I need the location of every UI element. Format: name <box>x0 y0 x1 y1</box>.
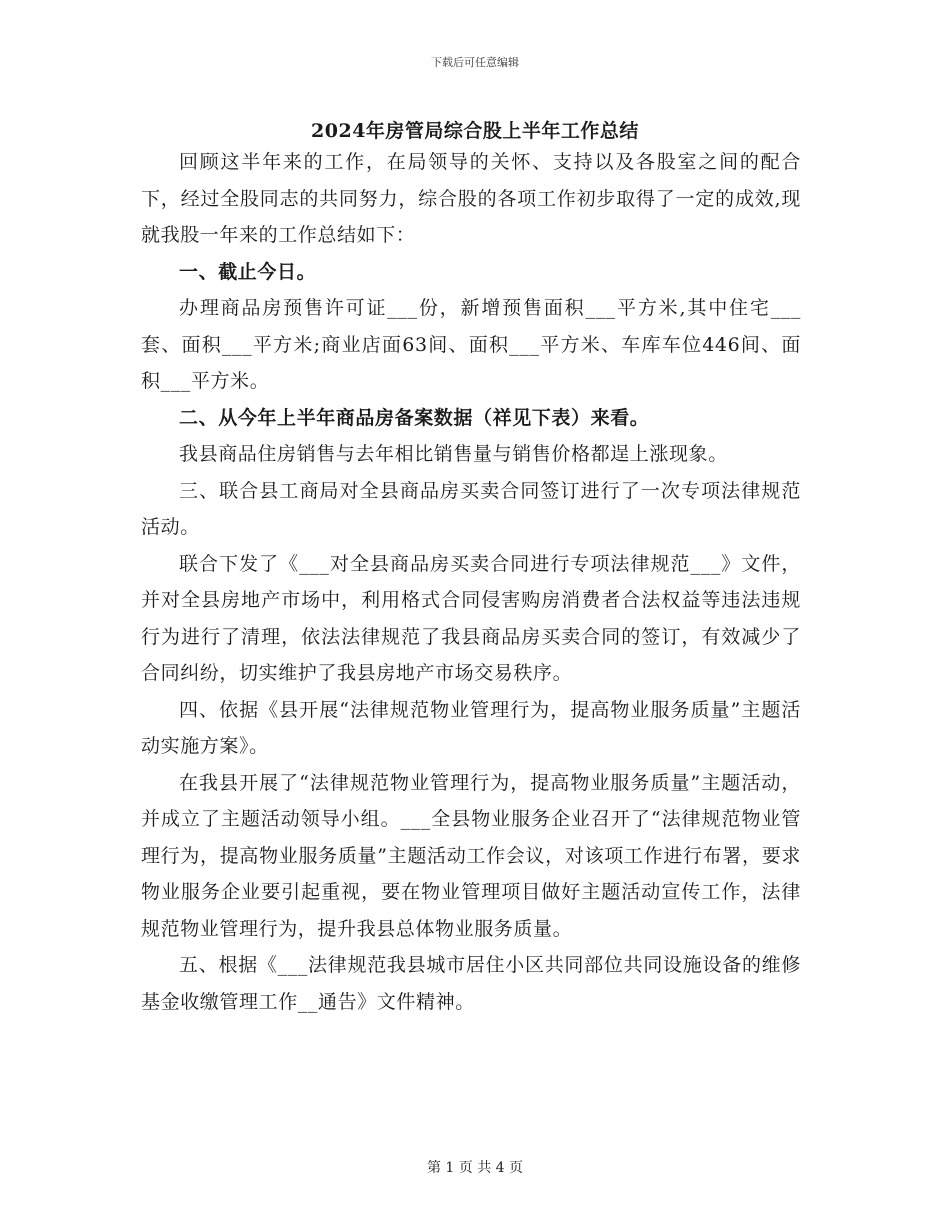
section-heading-1: 一、截止今日。 <box>179 260 317 283</box>
document-title: 2024年房管局综合股上半年工作总结 <box>311 120 639 142</box>
paragraph-property-management: 在我县开展了“法律规范物业管理行为，提高物业服务质量”主题活动，并成立了主题活动领导小组。___全县物业服务企业召开了“法律规范物业管理行为，提高物业服务质量”主题活动工作会议，对该项工作进行布署，要求物业服务企业要引起重视，要在物业管理项目做好主题活动宣传工作，法律规范物业管理行为，提升我县总体物业服务质量。 <box>141 771 801 940</box>
paragraph-contract-regulation: 联合下发了《___对全县商品房买卖合同进行专项法律规范___》文件，并对全县房地产市场中，利用格式合同侵害购房消费者合法权益等违法违规行为进行了清理，依法法律规范了我县商品房买卖合同的签订，有效减少了合同纠纷，切实维护了我县房地产市场交易秩序。 <box>141 552 801 684</box>
paragraph-intro: 回顾这半年来的工作，在局领导的关怀、支持以及各股室之间的配合下，经过全股同志的共同努力，综合股的各项工作初步取得了一定的成效,现就我股一年来的工作总结如下： <box>141 151 801 246</box>
section-heading-3: 三、联合县工商局对全县商品房买卖合同签订进行了一次专项法律规范活动。 <box>141 479 801 538</box>
paragraph-presale-permits: 办理商品房预售许可证___份，新增预售面积___平方米,其中住宅___套、面积___平方米;商业店面63间、面积___平方米、车库车位446间、面积___平方米。 <box>141 297 801 392</box>
section-heading-5: 五、根据《___法律规范我县城市居住小区共同部位共同设施设备的维修基金收缴管理工作__通告》文件精神。 <box>141 954 801 1013</box>
section-heading-2: 二、从今年上半年商品房备案数据（祥见下表）来看。 <box>179 406 650 429</box>
section-heading-4: 四、依据《县开展“法律规范物业管理行为，提高物业服务质量”主题活动实施方案》。 <box>141 698 801 757</box>
page-number: 第 1 页 共 4 页 <box>426 1160 524 1176</box>
header-note: 下载后可任意编辑 <box>431 56 519 69</box>
document-body <box>141 144 801 1020</box>
paragraph-sales-trend: 我县商品住房销售与去年相比销售量与销售价格都逞上涨现象。 <box>179 443 728 465</box>
